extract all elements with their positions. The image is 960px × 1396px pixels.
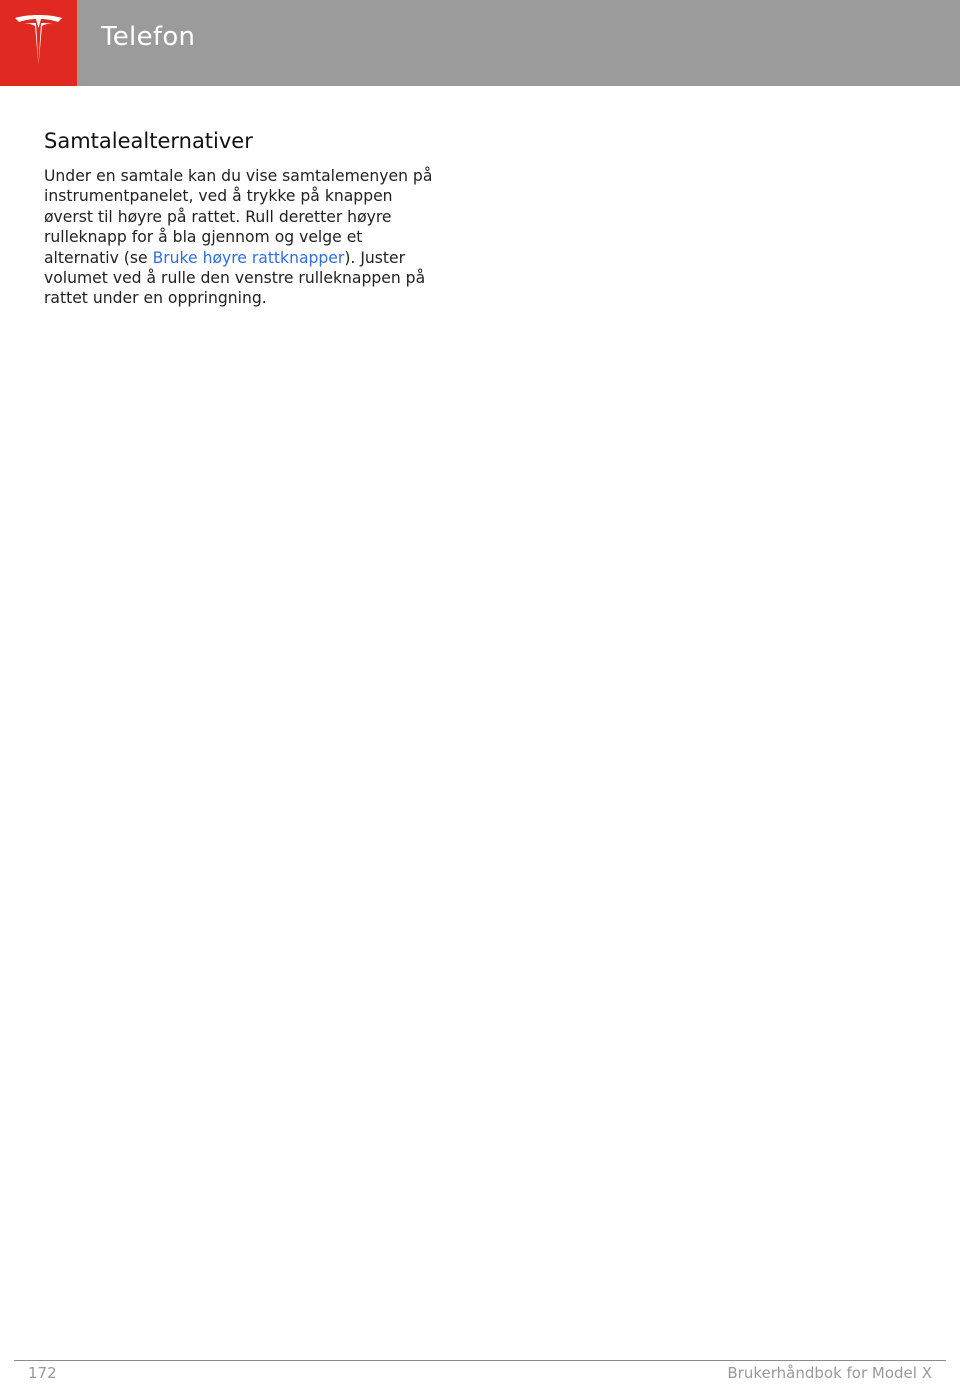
footer-document-title: Brukerhåndbok for Model X	[727, 1364, 932, 1382]
logo-box	[0, 0, 77, 86]
footer-divider	[14, 1360, 946, 1361]
paragraph-text-part2: ). Juster volumet ved å rulle den venstre rulleknappen på rattet under en oppringning.	[44, 248, 426, 308]
cross-reference-link[interactable]: Bruke høyre rattknapper	[152, 248, 345, 267]
section-heading: Samtalealternativer	[44, 129, 253, 153]
body-paragraph	[44, 166, 436, 309]
paragraph-text-part1: Under en samtale kan du vise samtalemenyen på instrumentpanelet, ved å trykke på knappen øverst til høyre på rattet. Rull deretter høyre rulleknapp for å bla gjennom og velge et alternativ (se	[44, 167, 433, 267]
page-number: 172	[28, 1364, 57, 1382]
tesla-logo-icon	[12, 15, 65, 67]
chapter-title: Telefon	[101, 22, 196, 52]
page-header	[0, 0, 960, 86]
